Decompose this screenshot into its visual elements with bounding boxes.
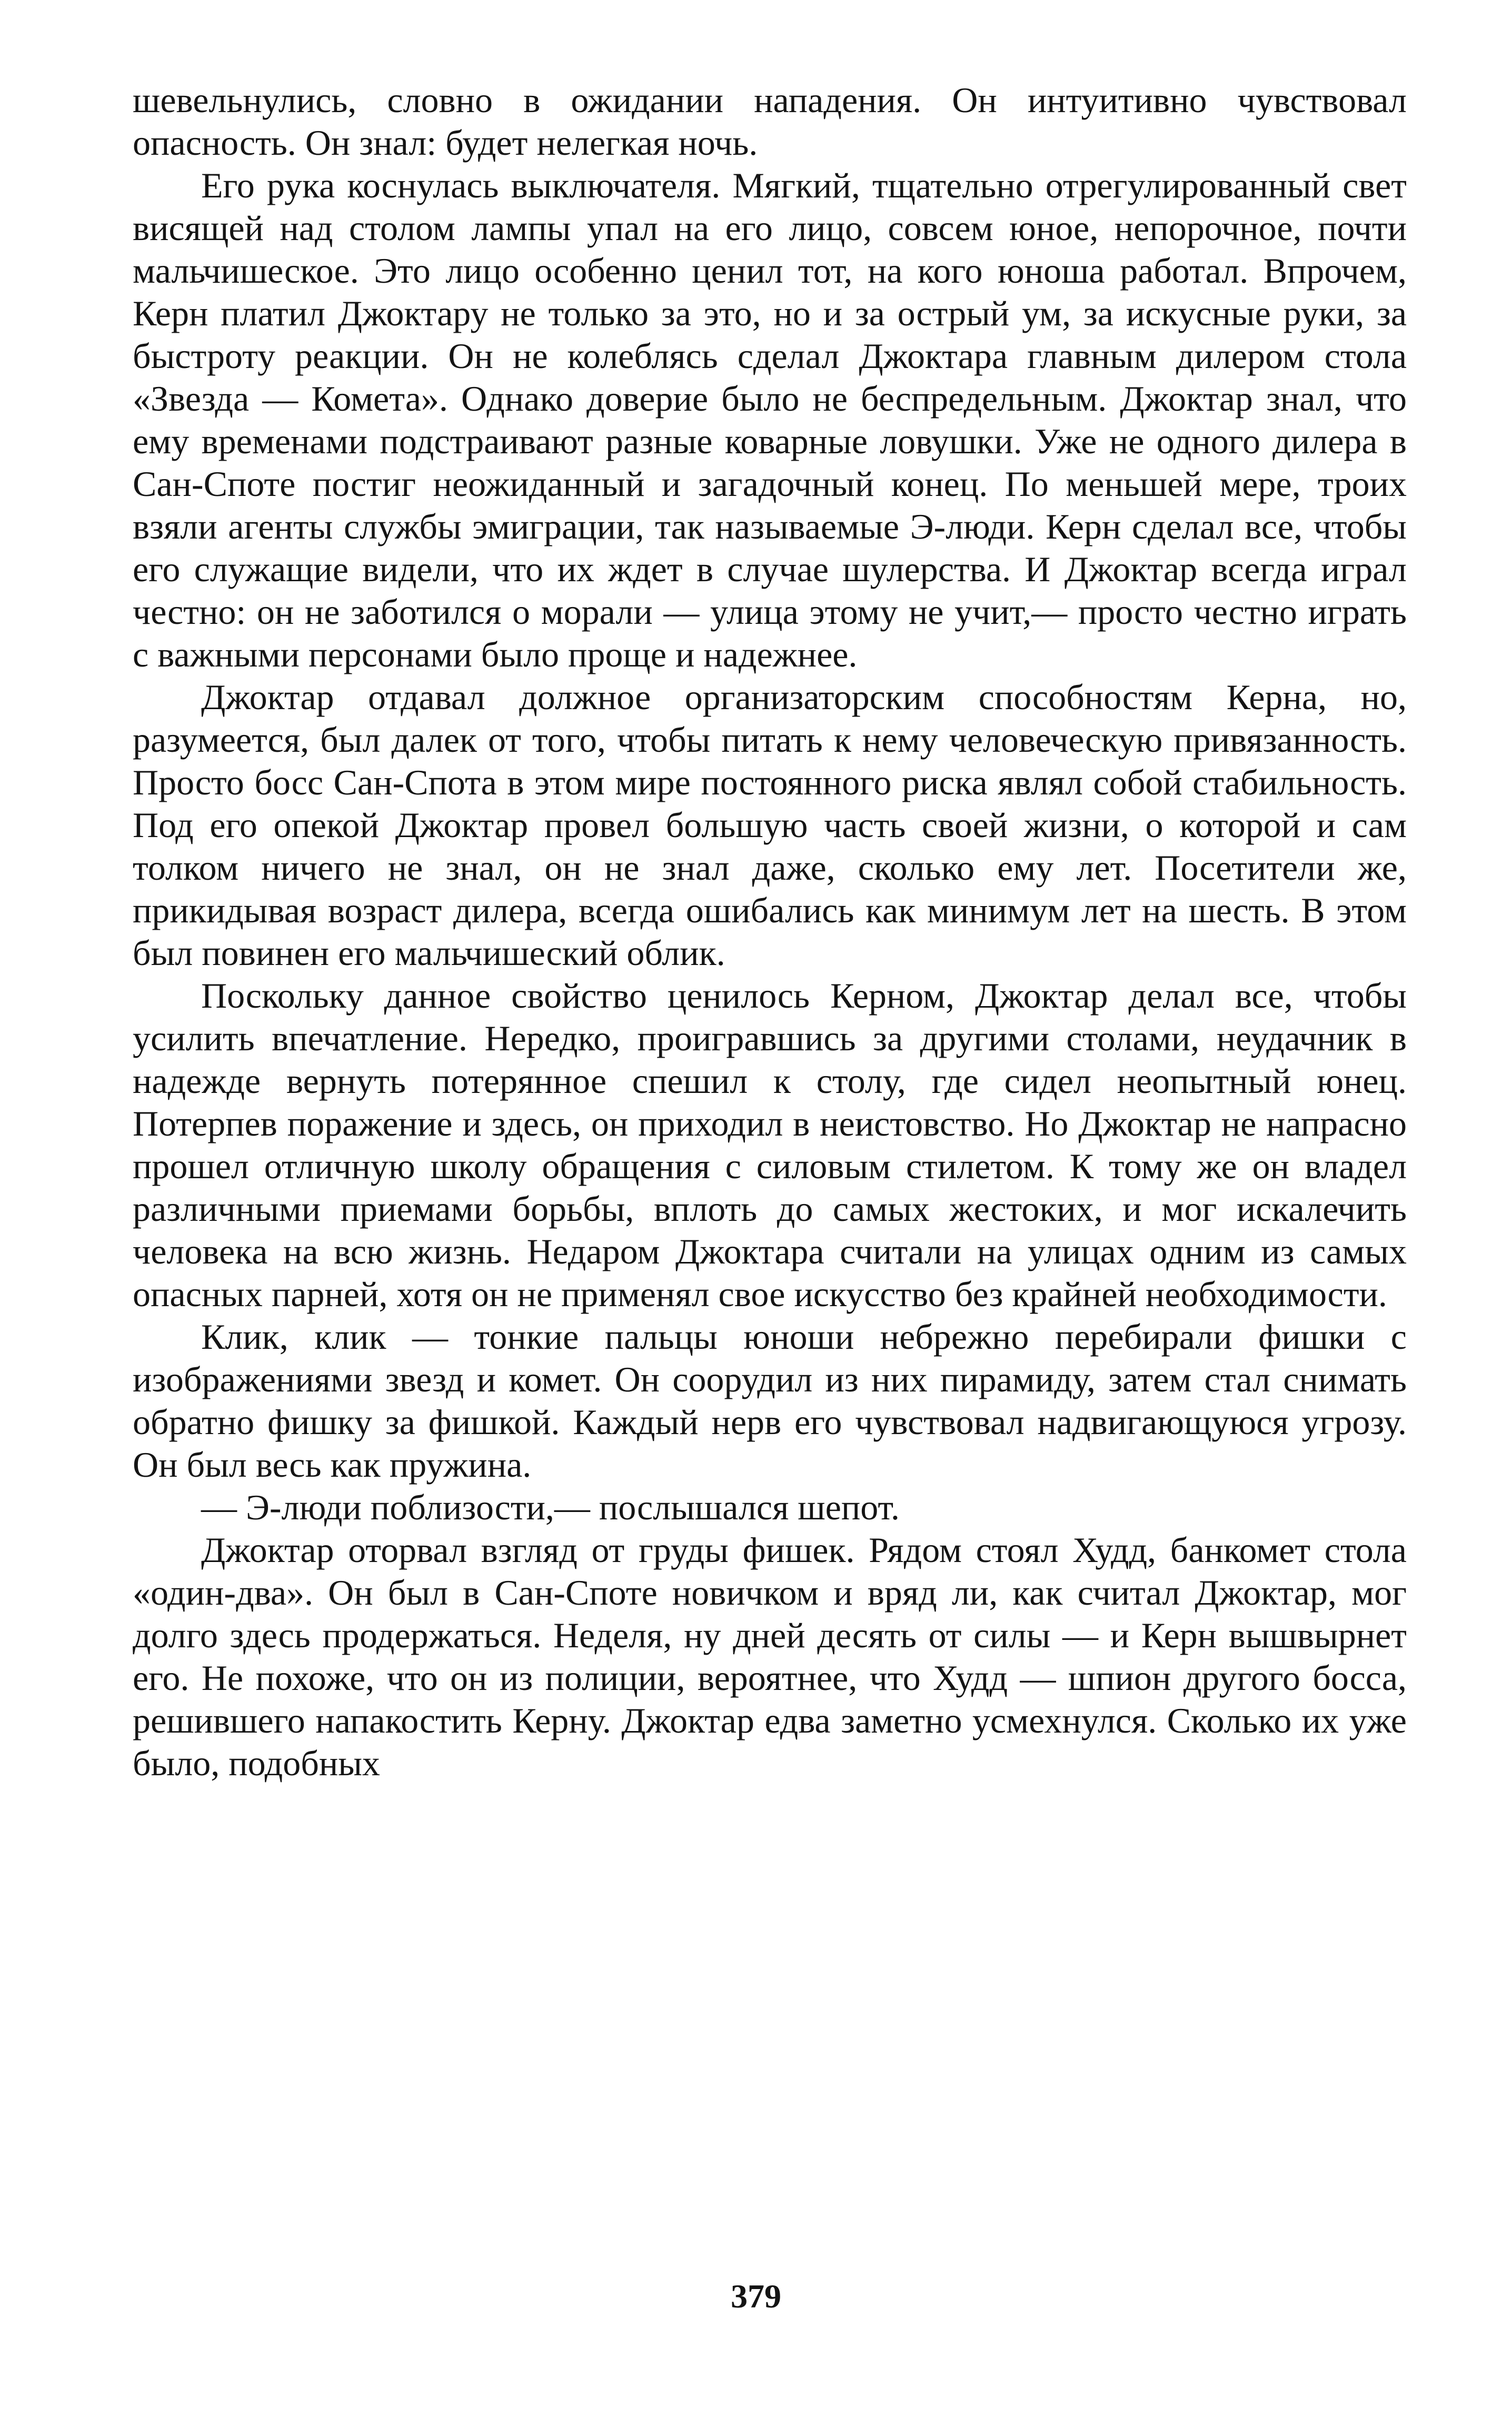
paragraph-6: — Э-люди поблизости,— послышался шепот.: [201, 1487, 900, 1527]
page-number: 379: [731, 2277, 781, 2315]
book-page-body: [133, 79, 1407, 1785]
paragraph-4: Поскольку данное свойство ценилось Керном, Джоктар делал все, чтобы усилить впечатление. Нередко, проигравшись за другими столами, неудачник в надежде вернуть потерянное спешил к столу, где сидел неопытный юнец. Потерпев поражение и здесь, он приходил в неистовство. Но Джоктар не напрасно прошел отличную школу обращения с силовым стилетом. К тому же он владел различными приемами борьбы, вплоть до самых жестоких, и мог искалечить человека на всю жизнь. Недаром Джоктара считали на улицах одним из самых опасных парней, хотя он не применял свое искусство без крайней необходимости.: [133, 976, 1407, 1314]
paragraph-7: Джоктар оторвал взгляд от груды фишек. Рядом стоял Худд, банкомет стола «один-два». Он был в Сан-Споте новичком и вряд ли, как считал Джоктар, мог долго здесь продержаться. Неделя, ну дней десять от силы — и Керн вышвырнет его. Не похоже, что он из полиции, вероятнее, что Худд — шпион другого босса, решившего напакостить Керну. Джоктар едва заметно усмехнулся. Сколько их уже было, подобных: [133, 1530, 1407, 1783]
paragraph-3: Джоктар отдавал должное организаторским способностям Керна, но, разумеется, был далек от того, чтобы питать к нему человеческую привязанность. Просто босс Сан-Спота в этом мире постоянного риска являл собой стабильность. Под его опекой Джоктар провел большую часть своей жизни, о которой и сам толком ничего не знал, он не знал даже, сколько ему лет. Посетители же, прикидывая возраст дилера, всегда ошибались как минимум лет на шесть. В этом был повинен его мальчишеский облик.: [133, 677, 1407, 973]
paragraph-2: Его рука коснулась выключателя. Мягкий, тщательно отрегулированный свет висящей над столом лампы упал на его лицо, совсем юное, непорочное, почти мальчишеское. Это лицо особенно ценил тот, на кого юноша работал. Впрочем, Керн платил Джоктару не только за это, но и за острый ум, за искусные руки, за быстроту реакции. Он не колеблясь сделал Джоктара главным дилером стола «Звезда — Комета». Однако доверие было не беспредельным. Джоктар знал, что ему временами подстраивают разные коварные ловушки. Уже не одного дилера в Сан-Споте постиг неожиданный и загадочный конец. По меньшей мере, троих взяли агенты службы эмиграции, так называемые Э-люди. Керн сделал все, чтобы его служащие видели, что их ждет в случае шулерства. И Джоктар всегда играл честно: он не заботился о морали — улица этому не учит,— просто честно играть с важными персонами было проще и надежнее.: [133, 165, 1407, 674]
paragraph-5: Клик, клик — тонкие пальцы юноши небрежно перебирали фишки с изображениями звезд и комет. Он соорудил из них пирамиду, затем стал снимать обратно фишку за фишкой. Каждый нерв его чувствовал надвигающуюся угрозу. Он был весь как пружина.: [133, 1317, 1407, 1485]
paragraph-1: шевельнулись, словно в ожидании нападения. Он интуитивно чувствовал опасность. Он знал: будет нелегкая ночь.: [133, 80, 1407, 163]
